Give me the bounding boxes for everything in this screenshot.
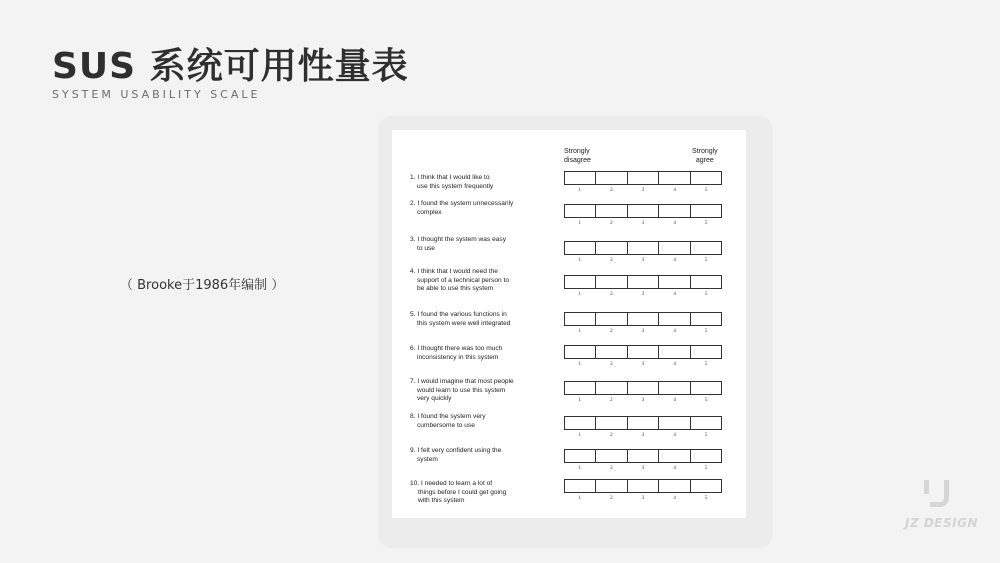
rating-numbers — [564, 292, 722, 297]
question-line: would learn to use this system — [417, 386, 506, 394]
question-9 — [410, 447, 560, 464]
rating-box-2 — [596, 450, 627, 462]
rating-box-4 — [659, 242, 690, 254]
rating-box-4 — [659, 480, 690, 492]
rating-numbers — [564, 258, 722, 263]
rating-box-4 — [659, 346, 690, 358]
rating-number: 2 — [610, 362, 613, 367]
rating-number: 5 — [704, 466, 708, 471]
rating-box-3 — [628, 172, 659, 184]
rating-number: 2 — [610, 221, 613, 226]
question-7 — [410, 378, 560, 404]
question-5 — [410, 311, 560, 328]
rating-number: 5 — [704, 221, 708, 226]
rating-number: 1 — [578, 496, 582, 501]
strongly-disagree-line-2: disagree — [564, 156, 591, 164]
rating-box-3 — [628, 417, 659, 429]
rating-box-5 — [691, 242, 721, 254]
rating-numbers — [564, 398, 722, 403]
sus-questionnaire-image — [392, 130, 746, 518]
rating-number: 5 — [704, 292, 708, 297]
rating-box-1 — [565, 313, 596, 325]
rating-scale-1 — [564, 171, 722, 185]
question-line: cumbersome to use — [417, 421, 475, 429]
rating-number: 4 — [673, 292, 676, 297]
rating-numbers — [564, 188, 722, 193]
question-line: 5. I found the various functions in — [410, 311, 507, 318]
rating-box-5 — [691, 417, 721, 429]
question-line: 4. I think that I would need the — [410, 268, 498, 275]
question-3 — [410, 236, 560, 253]
question-line: system — [417, 455, 438, 463]
rating-number: 4 — [673, 496, 676, 501]
rating-box-1 — [565, 382, 596, 394]
rating-number: 2 — [610, 292, 613, 297]
rating-scale-8 — [564, 416, 722, 430]
strongly-agree-line-2: agree — [695, 156, 714, 164]
rating-number: 2 — [610, 496, 613, 501]
rating-box-4 — [659, 382, 690, 394]
rating-box-5 — [691, 313, 721, 325]
rating-box-5 — [691, 450, 721, 462]
rating-number: 5 — [704, 362, 708, 367]
rating-numbers — [564, 362, 722, 367]
strongly-disagree-line-1: Strongly — [564, 148, 590, 155]
rating-box-3 — [628, 480, 659, 492]
rating-scale-9 — [564, 449, 722, 463]
rating-number: 2 — [610, 433, 613, 438]
rating-box-1 — [565, 450, 596, 462]
rating-box-2 — [596, 346, 627, 358]
rating-number: 1 — [578, 292, 582, 297]
question-2 — [410, 200, 560, 217]
rating-numbers — [564, 496, 722, 501]
rating-scale-7 — [564, 381, 722, 395]
question-line: 8. I found the system very — [410, 413, 486, 420]
question-10 — [410, 480, 560, 506]
rating-box-3 — [628, 450, 659, 462]
rating-box-3 — [628, 313, 659, 325]
rating-number: 5 — [704, 188, 708, 193]
rating-number: 5 — [704, 496, 708, 501]
rating-scale-5 — [564, 312, 722, 326]
rating-box-2 — [596, 205, 627, 217]
question-6 — [410, 345, 560, 362]
rating-numbers — [564, 466, 722, 471]
rating-number: 3 — [641, 329, 645, 334]
rating-box-1 — [565, 242, 596, 254]
brand-text: JZ DESIGN — [905, 516, 979, 530]
rating-box-5 — [691, 346, 721, 358]
rating-number: 3 — [641, 433, 645, 438]
rating-number: 2 — [610, 466, 613, 471]
question-line: complex — [417, 208, 442, 216]
rating-box-5 — [691, 276, 721, 288]
rating-box-1 — [565, 276, 596, 288]
rating-number: 4 — [673, 188, 676, 193]
rating-box-2 — [596, 276, 627, 288]
question-line: 3. I thought the system was easy — [410, 236, 507, 243]
rating-box-4 — [659, 417, 690, 429]
rating-box-2 — [596, 313, 627, 325]
rating-scale-3 — [564, 241, 722, 255]
rating-box-1 — [565, 346, 596, 358]
jz-logo-icon — [920, 478, 960, 510]
rating-number: 4 — [673, 329, 676, 334]
rating-number: 2 — [610, 329, 613, 334]
rating-number: 3 — [641, 362, 645, 367]
rating-number: 5 — [704, 329, 708, 334]
rating-numbers — [564, 221, 722, 226]
rating-box-5 — [691, 480, 721, 492]
rating-number: 1 — [578, 329, 582, 334]
rating-number: 5 — [704, 433, 708, 438]
rating-number: 1 — [578, 398, 582, 403]
strongly-agree-line-1: Strongly — [692, 148, 718, 155]
rating-box-5 — [691, 205, 721, 217]
question-line: 2. I found the system unnecessarily — [410, 200, 514, 207]
question-line: 1. I think that I would like to — [410, 174, 490, 181]
rating-box-4 — [659, 205, 690, 217]
question-line: be able to use this system — [417, 285, 494, 292]
question-line: very quickly — [417, 395, 452, 402]
rating-number: 4 — [673, 362, 676, 367]
question-line: this system were well integrated — [417, 319, 511, 327]
rating-number: 1 — [578, 188, 582, 193]
rating-box-3 — [628, 242, 659, 254]
rating-number: 2 — [610, 188, 613, 193]
source-note: （ Brooke于1986年编制 ） — [120, 278, 285, 293]
rating-number: 1 — [578, 258, 582, 263]
rating-number: 3 — [641, 258, 645, 263]
rating-number: 4 — [673, 398, 676, 403]
strongly-agree-label — [692, 148, 718, 165]
page-subtitle: SYSTEM USABILITY SCALE — [52, 88, 261, 101]
rating-box-4 — [659, 313, 690, 325]
rating-box-3 — [628, 346, 659, 358]
rating-box-1 — [565, 417, 596, 429]
rating-box-1 — [565, 480, 596, 492]
rating-number: 3 — [641, 221, 645, 226]
rating-numbers — [564, 329, 722, 334]
rating-box-2 — [596, 242, 627, 254]
question-line: 6. I thought there was too much — [410, 345, 503, 352]
rating-number: 4 — [673, 466, 676, 471]
question-line: things before I could get going — [418, 488, 507, 496]
rating-number: 3 — [641, 466, 645, 471]
rating-number: 3 — [641, 496, 645, 501]
rating-number: 5 — [704, 398, 708, 403]
question-line: with this system — [418, 497, 465, 504]
strongly-disagree-label — [564, 148, 591, 165]
rating-box-5 — [691, 172, 721, 184]
question-line: inconsistency in this system — [417, 353, 499, 361]
question-1 — [410, 174, 560, 191]
rating-scale-2 — [564, 204, 722, 218]
question-line: 9. I felt very confident using the — [410, 447, 502, 454]
rating-number: 5 — [704, 258, 708, 263]
rating-box-2 — [596, 172, 627, 184]
question-line: to use — [417, 244, 435, 252]
rating-box-1 — [565, 172, 596, 184]
question-line: use this system frequently — [417, 182, 494, 190]
rating-number: 4 — [673, 221, 676, 226]
question-line: support of a technical person to — [417, 276, 510, 284]
rating-number: 3 — [641, 398, 645, 403]
page-title: SUS 系统可用性量表 — [52, 46, 409, 87]
rating-box-4 — [659, 276, 690, 288]
rating-scale-4 — [564, 275, 722, 289]
rating-number: 3 — [641, 292, 645, 297]
question-8 — [410, 413, 560, 430]
rating-box-3 — [628, 382, 659, 394]
rating-number: 4 — [673, 433, 676, 438]
rating-number: 1 — [578, 362, 582, 367]
rating-number: 1 — [578, 466, 582, 471]
rating-box-4 — [659, 172, 690, 184]
rating-box-3 — [628, 205, 659, 217]
rating-number: 1 — [578, 221, 582, 226]
rating-box-2 — [596, 480, 627, 492]
rating-number: 4 — [673, 258, 676, 263]
rating-box-3 — [628, 276, 659, 288]
rating-box-2 — [596, 382, 627, 394]
question-line: 7. I would imagine that most people — [410, 378, 514, 385]
rating-number: 3 — [641, 188, 645, 193]
rating-scale-6 — [564, 345, 722, 359]
rating-box-5 — [691, 382, 721, 394]
rating-number: 2 — [610, 398, 613, 403]
rating-number: 1 — [578, 433, 582, 438]
rating-scale-10 — [564, 479, 722, 493]
question-4 — [410, 268, 560, 294]
rating-box-4 — [659, 450, 690, 462]
rating-numbers — [564, 433, 722, 438]
rating-box-1 — [565, 205, 596, 217]
rating-box-2 — [596, 417, 627, 429]
rating-number: 2 — [610, 258, 613, 263]
question-line: 10. I needed to learn a lot of — [410, 480, 493, 487]
